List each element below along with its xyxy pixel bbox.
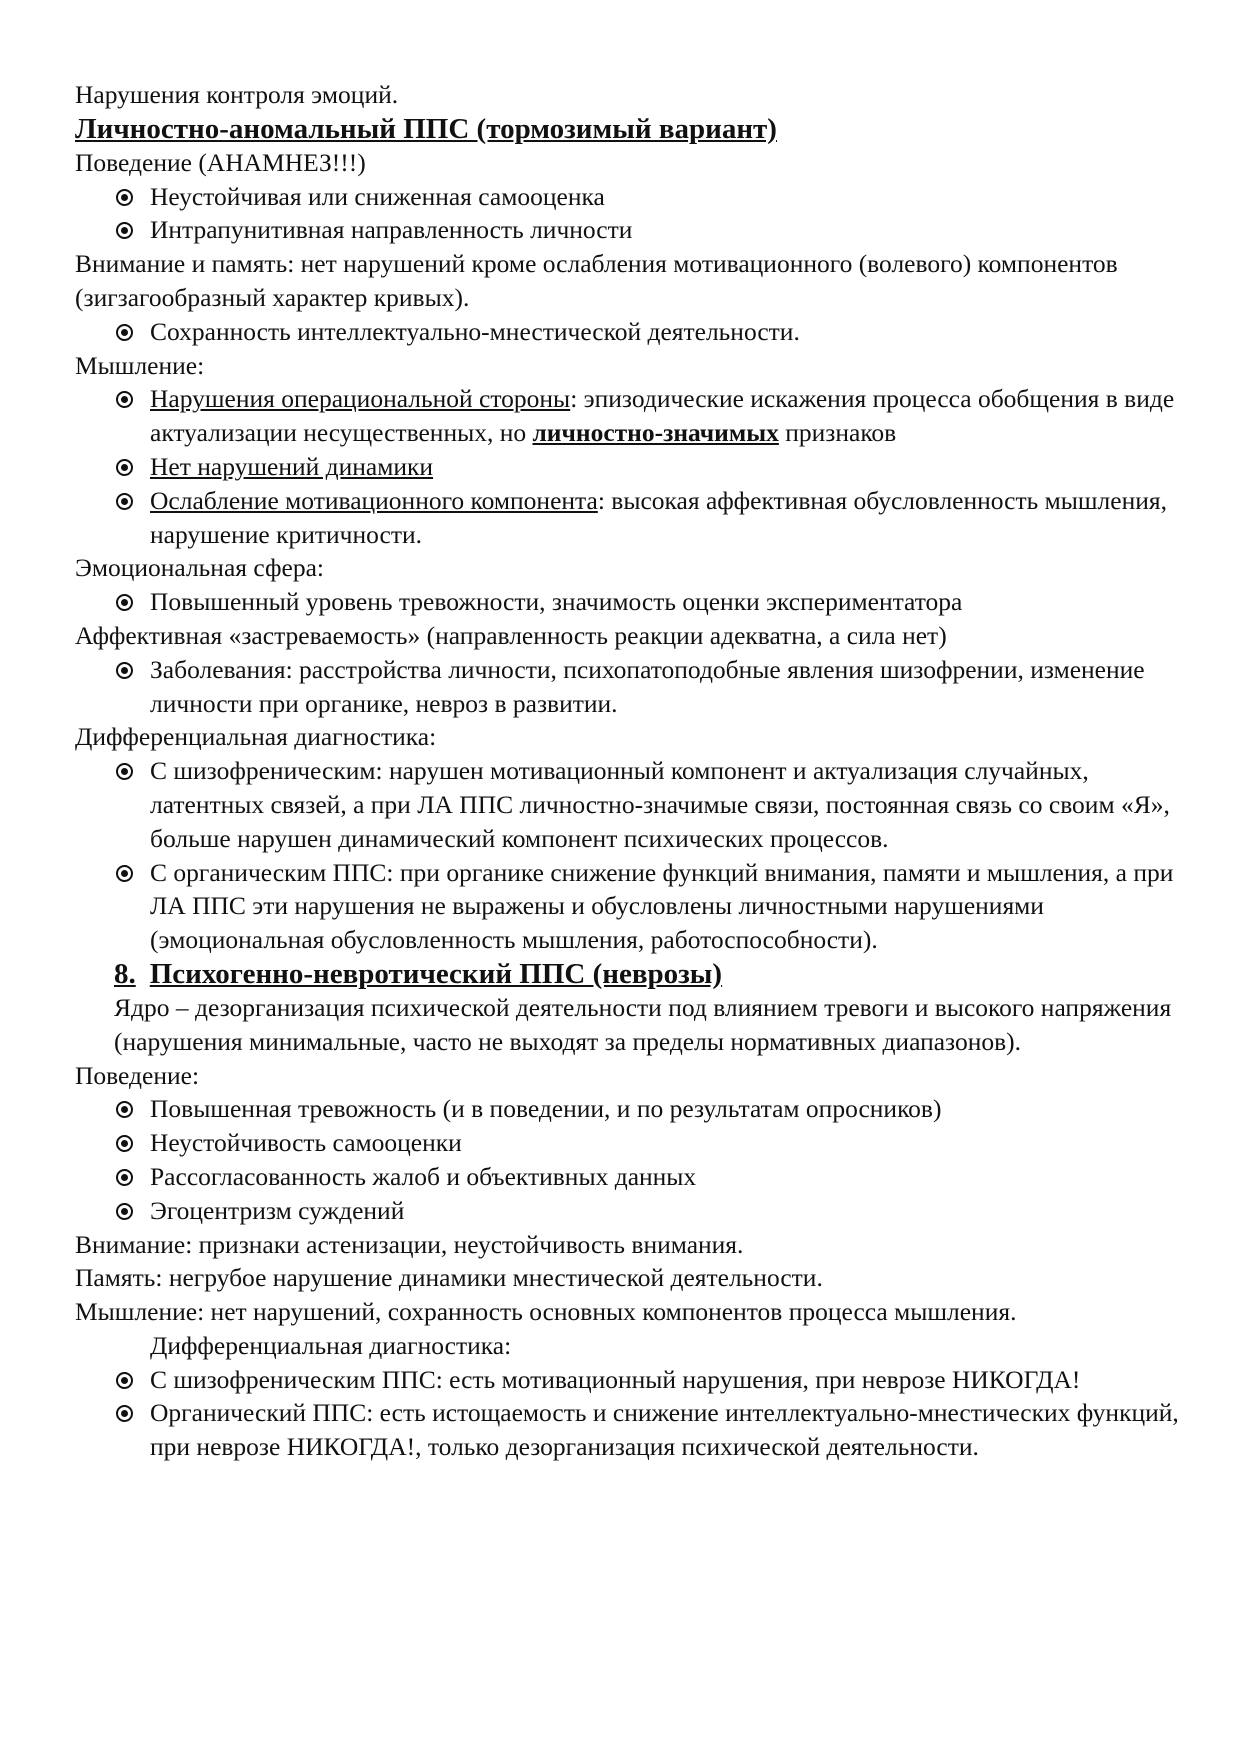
text-line: Нарушения контроля эмоций.	[75, 80, 399, 109]
bullet-list	[75, 382, 1185, 551]
text-line: Эмоциональная сфера:	[75, 553, 324, 583]
list-item: Сохранность интеллектуально-мнестической деятельности.	[150, 315, 1185, 349]
text-line: Мышление: нет нарушений, сохранность основных компонентов процесса мышления.	[75, 1297, 1017, 1327]
list-item: Эгоцентризм суждений	[150, 1194, 1185, 1228]
list-item: Интрапунитивная направленность личности	[150, 213, 1185, 247]
bullet-list	[75, 315, 1185, 349]
list-item: С органическим ППС: при органике снижение функций внимания, памяти и мышления, а при ЛА ППС эти нарушения не выражены и обусловлены личностными нарушениями (эмоциональная обусловленность мышления, работоспособности).	[150, 856, 1185, 957]
bullet-icon	[116, 391, 133, 408]
bullet-icon	[116, 1405, 133, 1422]
list-item: Органический ППС: есть истощаемость и снижение интеллектуально-мнестических функций, при неврозе НИКОГДА!, только дезорганизация психической деятельности.	[150, 1396, 1185, 1464]
list-item: Неустойчивость самооценки	[150, 1126, 1185, 1160]
list-item: Неустойчивая или сниженная самооценка	[150, 180, 1185, 214]
bullet-icon	[116, 1203, 133, 1220]
bullet-icon	[116, 459, 133, 476]
bullet-icon	[116, 222, 133, 239]
text-line: Поведение (АНАМНЕЗ!!!)	[75, 147, 366, 177]
bullet-list	[75, 585, 1185, 619]
list-item: Повышенный уровень тревожности, значимость оценки экспериментатора	[150, 585, 1185, 619]
text-line: Память: негрубое нарушение динамики мнестической деятельности.	[75, 1263, 823, 1293]
list-item: Ослабление мотивационного компонента: высокая аффективная обусловленность мышления, нарушение критичности.	[150, 484, 1185, 552]
bullet-icon	[116, 1101, 133, 1118]
text-line: Поведение:	[75, 1060, 200, 1090]
bullet-icon	[116, 493, 133, 510]
text-line: Мышление:	[75, 350, 205, 380]
list-item: Нет нарушений динамики	[150, 450, 1185, 484]
list-item: С шизофреническим ППС: есть мотивационный нарушения, при неврозе НИКОГДА!	[150, 1363, 1185, 1397]
bullet-icon	[116, 594, 133, 611]
bullet-list	[75, 1092, 1185, 1227]
text-line: Внимание: признаки астенизации, неустойчивость внимания.	[75, 1229, 744, 1259]
text-line: Аффективная «застреваемость» (направленность реакции адекватна, а сила нет)	[75, 620, 947, 650]
bullet-icon	[116, 1169, 133, 1186]
bullet-list	[75, 754, 1185, 957]
text-line: Внимание и память: нет нарушений кроме ослабления мотивационного (волевого) компонентов (зигзагообразный характер кривых).	[75, 249, 1118, 312]
text-line: Дифференциальная диагностика:	[150, 1330, 512, 1360]
list-item: С шизофреническим: нарушен мотивационный компонент и актуализация случайных, латентных связей, а при ЛА ППС личностно-значимые связи, постоянная связь со своим «Я», больше нарушен динамический компонент психических процессов.	[150, 754, 1185, 855]
bullet-list	[75, 180, 1185, 248]
bullet-icon	[116, 1372, 133, 1389]
bullet-icon	[116, 189, 133, 206]
bullet-icon	[116, 324, 133, 341]
bullet-list	[75, 653, 1185, 721]
bullet-icon	[116, 662, 133, 679]
text-line: Ядро – дезорганизация психической деятельности под влиянием тревоги и высокого напряжения (нарушения минимальные, часто не выходят за пределы нормативных диапазонов).	[114, 992, 1172, 1056]
list-item: Рассогласованность жалоб и объективных данных	[150, 1160, 1185, 1194]
bullet-icon	[116, 763, 133, 780]
section-heading: 8. Психогенно-невротический ППС (неврозы)	[114, 957, 723, 990]
text-line: Дифференциальная диагностика:	[75, 722, 437, 752]
bullet-icon	[116, 865, 133, 882]
document-page	[75, 78, 1185, 1464]
bullet-list	[75, 1363, 1185, 1464]
list-item: Повышенная тревожность (и в поведении, и по результатам опросников)	[150, 1092, 1185, 1126]
section-heading: Личностно-аномальный ППС (тормозимый вариант)	[75, 112, 777, 145]
bullet-icon	[116, 1135, 133, 1152]
list-item: Заболевания: расстройства личности, психопатоподобные явления шизофрении, изменение личности при органике, невроз в развитии.	[150, 653, 1185, 721]
list-item: Нарушения операциональной стороны: эпизодические искажения процесса обобщения в виде актуализации несущественных, но личностно-значимых признаков	[150, 382, 1185, 450]
